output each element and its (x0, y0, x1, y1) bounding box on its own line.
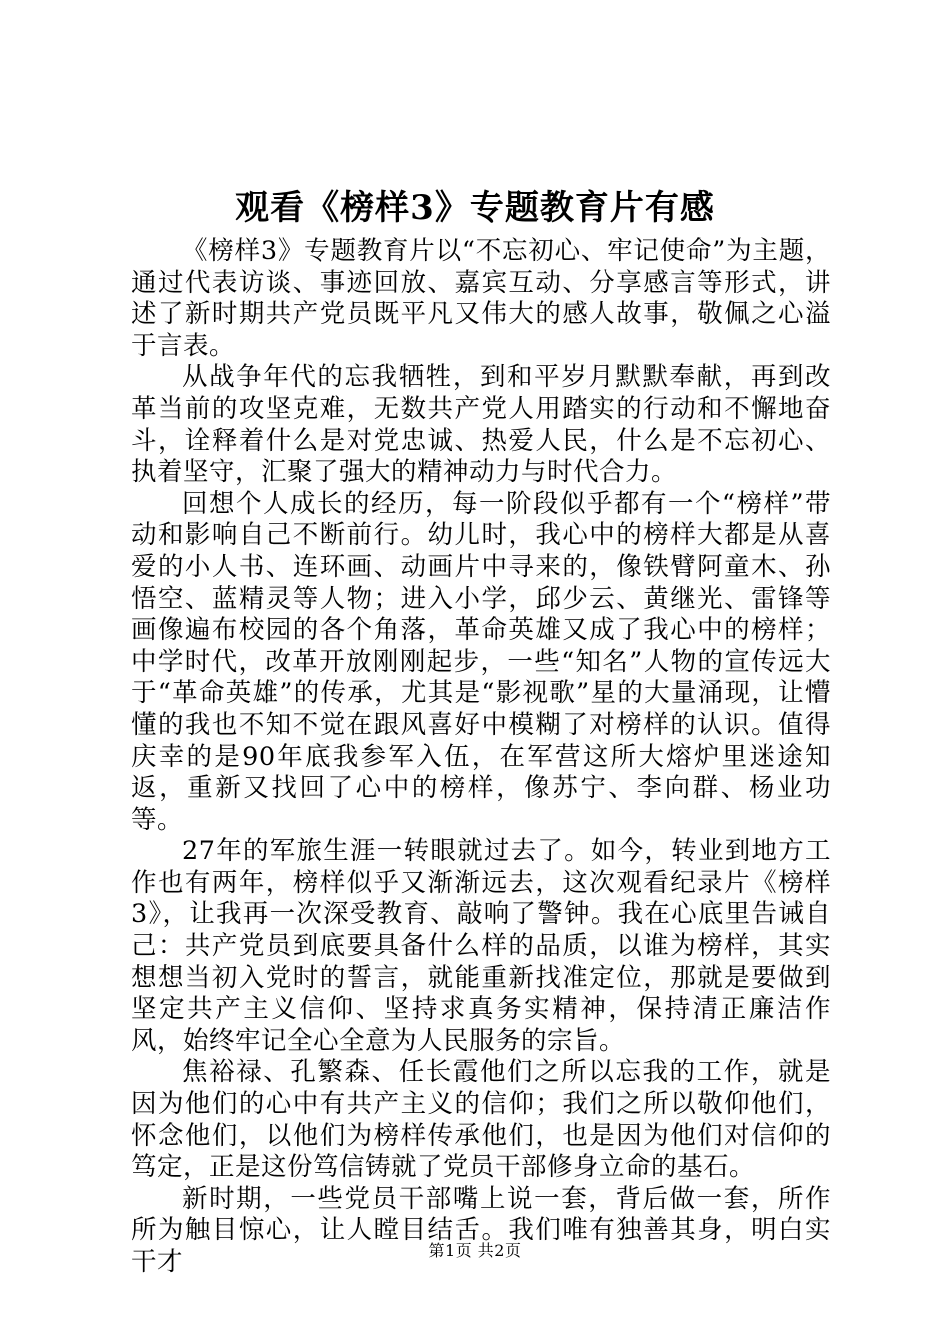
page-number-footer: 第1页 共2页 (428, 1241, 522, 1260)
document-body (131, 236, 831, 1279)
paragraph: 27年的军旅生涯一转眼就过去了。如今，转业到地方工作也有两年，榜样似乎又渐渐远去，这次观看纪录片《榜样3》，让我再一次深受教育、敲响了警钟。我在心底里告诫自己：共产党员到底要具备什么样的品质，以谁为榜样，其实想想当初入党时的誓言，就能重新找准定位，那就是要做到坚定共产主义信仰、坚持求真务实精神，保持清正廉洁作风，始终牢记全心全意为人民服务的宗旨。 (131, 836, 831, 1056)
paragraph: 《榜样3》专题教育片以“不忘初心、牢记使命”为主题，通过代表访谈、事迹回放、嘉宾互动、分享感言等形式，讲述了新时期共产党员既平凡又伟大的感人故事，敬佩之心溢于言表。 (131, 236, 831, 361)
paragraph: 回想个人成长的经历，每一阶段似乎都有一个“榜样”带动和影响自己不断前行。幼儿时，我心中的榜样大都是从喜爱的小人书、连环画、动画片中寻来的，像铁臂阿童木、孙悟空、蓝精灵等人物；进入小学，邱少云、黄继光、雷锋等画像遍布校园的各个角落，革命英雄又成了我心中的榜样；中学时代，改革开放刚刚起步，一些“知名”人物的宣传远大于“革命英雄”的传承，尤其是“影视歌”星的大量涌现，让懵懂的我也不知不觉在跟风喜好中模糊了对榜样的认识。值得庆幸的是90年底我参军入伍，在军营这所大熔炉里迷途知返，重新又找回了心中的榜样，像苏宁、李向群、杨业功等。 (131, 488, 831, 835)
paragraph: 从战争年代的忘我牺牲，到和平岁月默默奉献，再到改革当前的攻坚克难，无数共产党人用踏实的行动和不懈地奋斗，诠释着什么是对党忠诚、热爱人民，什么是不忘初心、执着坚守，汇聚了强大的精神动力与时代合力。 (131, 362, 831, 488)
document-title: 观看《榜样3》专题教育片有感 (235, 188, 715, 228)
paragraph: 焦裕禄、孔繁森、任长霞他们之所以忘我的工作，就是因为他们的心中有共产主义的信仰；我们之所以敬仰他们，怀念他们，以他们为榜样传承他们，也是因为他们对信仰的笃定，正是这份笃信铸就了党员干部修身立命的基石。 (131, 1057, 831, 1183)
paragraph: 新时期，一些党员干部嘴上说一套，背后做一套，所作所为触目惊心，让人瞠目结舌。我们唯有独善其身，明白实干才 (131, 1183, 831, 1277)
